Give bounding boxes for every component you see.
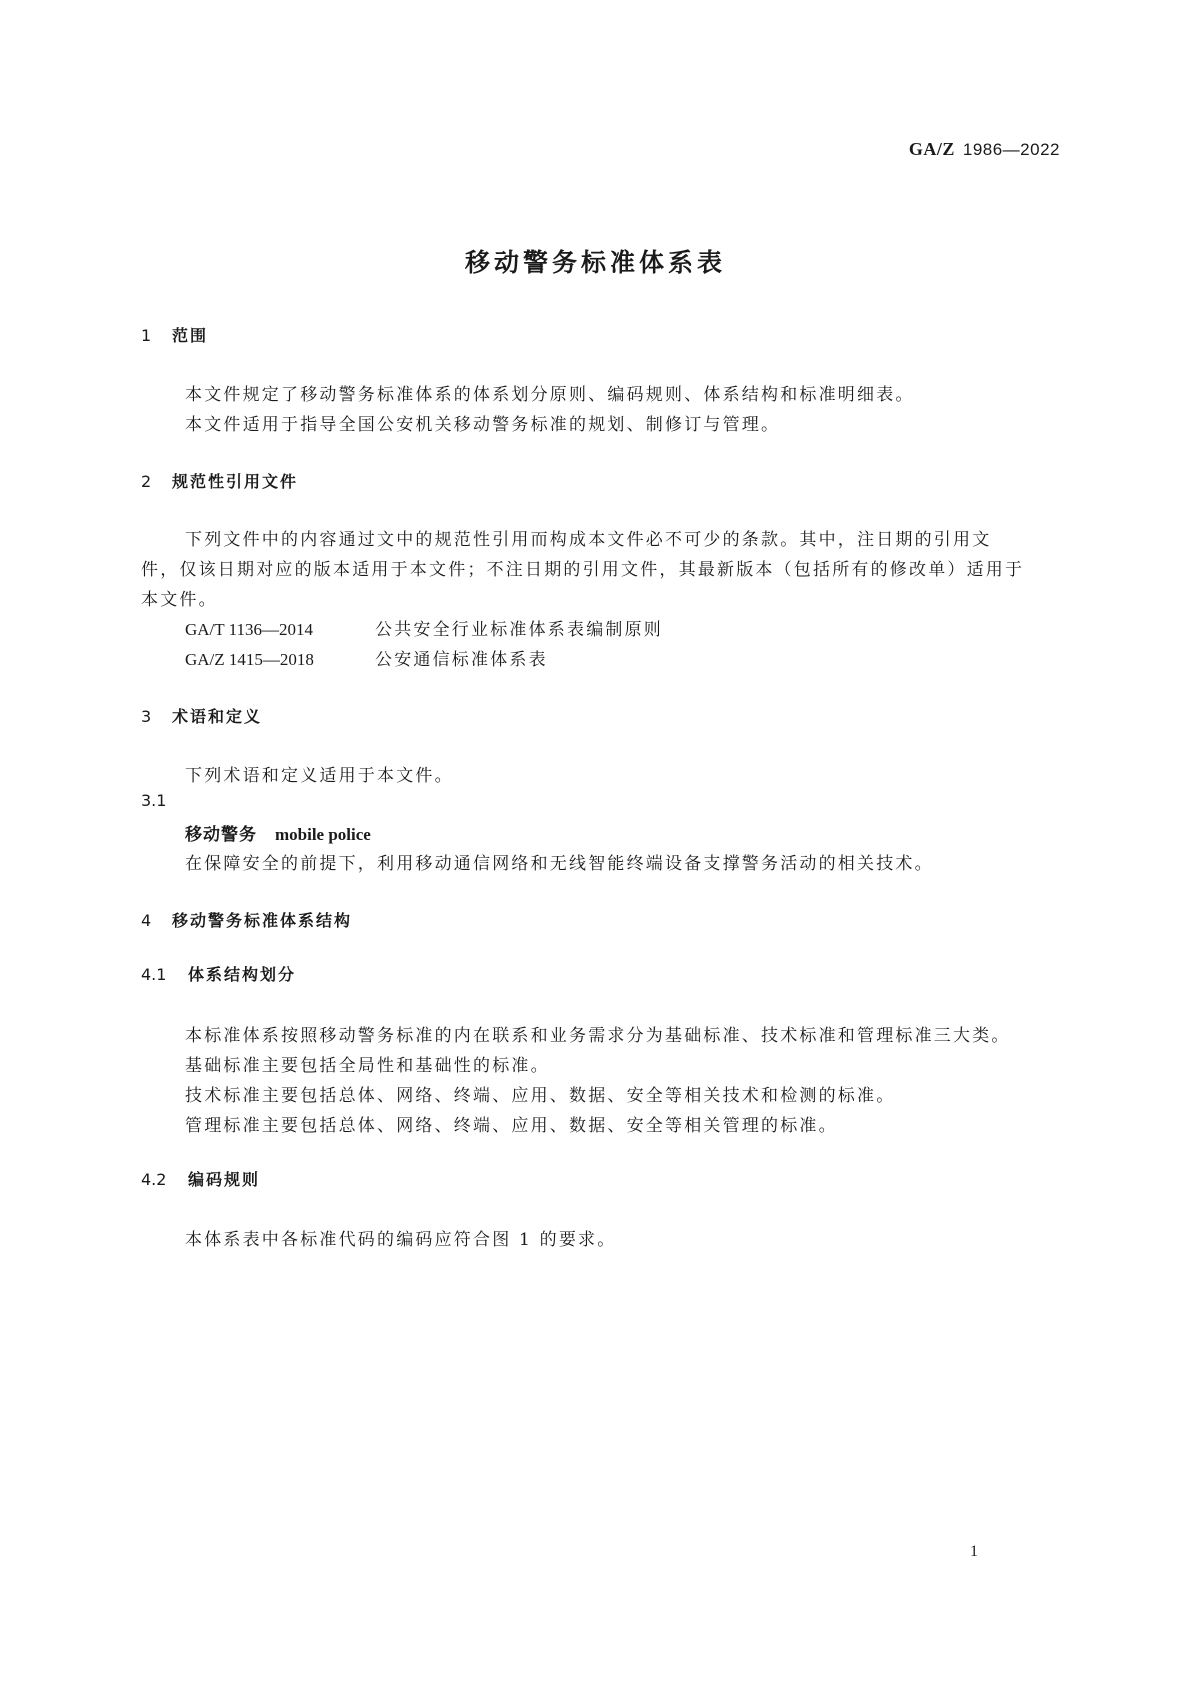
document-code-number: 1986—2022 [962,140,1060,159]
term-definition: 在保障安全的前提下，利用移动通信网络和无线智能终端设备支撑警务活动的相关技术。 [185,854,934,874]
subsection-title: 体系结构划分 [188,965,297,984]
section-heading-3 [141,704,262,727]
subsection-number: 4.1 [141,965,167,984]
term-chinese: 移动警务 [185,825,257,845]
section-number: 1 [141,326,152,345]
paragraph: 本文件适用于指导全国公安机关移动警务标准的规划、制修订与管理。 [185,415,781,435]
term-number: 3.1 [141,791,167,810]
page-number: 1 [970,1543,978,1560]
paragraph: 技术标准主要包括总体、网络、终端、应用、数据、安全等相关技术和检测的标准。 [185,1086,896,1106]
section-number: 4 [141,911,152,930]
subsection-heading-4-1 [141,962,296,985]
paragraph: 本文件规定了移动警务标准体系的体系划分原则、编码规则、体系结构和标准明细表。 [185,385,915,405]
paragraph: 下列文件中的内容通过文中的规范性引用而构成本文件必不可少的条款。其中，注日期的引用文 [185,530,992,550]
section-title: 范围 [172,326,209,345]
subsection-heading-4-2 [141,1167,260,1190]
reference-code: GA/Z 1415—2018 [185,650,314,669]
section-heading-2 [141,469,298,492]
section-number: 3 [141,707,152,726]
section-heading-4 [141,908,352,931]
page-title: 移动警务标准体系表 [464,248,726,277]
reference-title: 公安通信标准体系表 [375,650,548,670]
paragraph: 件，仅该日期对应的版本适用于本文件；不注日期的引用文件，其最新版本（包括所有的修改单）适用于 [141,560,1025,580]
section-title: 移动警务标准体系结构 [172,911,353,930]
paragraph: 本文件。 [141,590,218,610]
reference-title: 公共安全行业标准体系表编制原则 [375,620,663,640]
term-english: mobile police [275,825,371,844]
reference-item [185,615,663,640]
reference-item [185,645,548,670]
paragraph: 本体系表中各标准代码的编码应符合图 1 的要求。 [185,1230,617,1250]
subsection-title: 编码规则 [188,1170,261,1189]
section-title: 术语和定义 [172,707,263,726]
paragraph: 基础标准主要包括全局性和基础性的标准。 [185,1056,550,1076]
section-heading-1 [141,323,208,346]
paragraph: 管理标准主要包括总体、网络、终端、应用、数据、安全等相关管理的标准。 [185,1116,838,1136]
reference-code: GA/T 1136—2014 [185,620,313,639]
document-code-prefix: GA/Z [908,139,955,159]
section-number: 2 [141,472,152,491]
paragraph: 下列术语和定义适用于本文件。 [185,766,454,786]
term-entry [185,820,371,845]
paragraph: 本标准体系按照移动警务标准的内在联系和业务需求分为基础标准、技术标准和管理标准三大类。 [185,1026,1011,1046]
subsection-number: 4.2 [141,1170,167,1189]
section-title: 规范性引用文件 [172,472,299,491]
document-code [909,139,1060,160]
